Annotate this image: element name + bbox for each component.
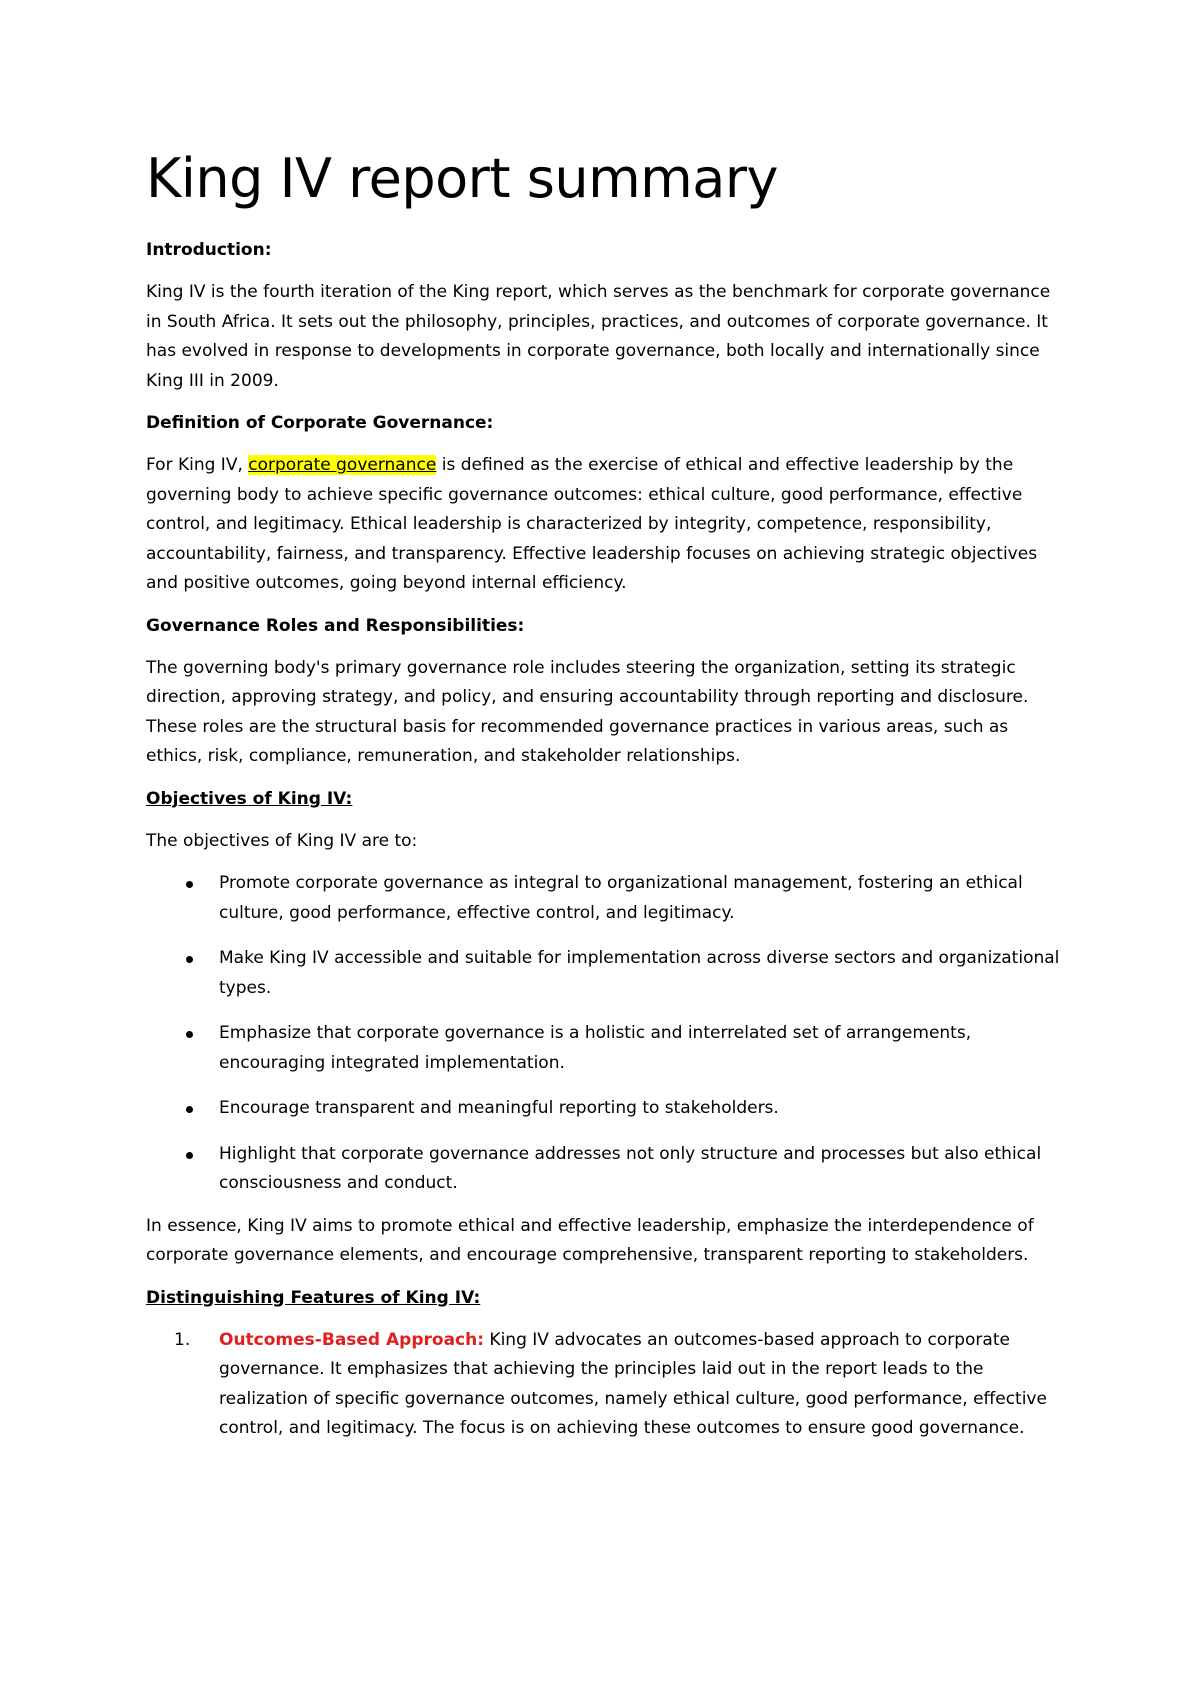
definition-heading: Definition of Corporate Governance: — [146, 413, 494, 433]
objective-text: Emphasize that corporate governance is a holistic and interrelated set of arrangements, encouraging integrated implementation. — [219, 1023, 972, 1073]
objectives-heading: Objectives of King IV: — [146, 788, 353, 809]
bullet-icon — [186, 1152, 193, 1159]
list-number: 1. — [174, 1329, 191, 1350]
page-title: King IV report summary — [146, 147, 779, 210]
list-item — [146, 944, 1066, 1003]
objectives-intro: The objectives of King IV are to: — [146, 830, 418, 851]
list-item — [146, 1019, 1066, 1078]
objective-text: Encourage transparent and meaningful reporting to stakeholders. — [219, 1098, 779, 1118]
document-body — [146, 148, 1066, 1444]
feature-text: King IV advocates an outcomes-based approach to corporate governance. It emphasizes that achieving the principles laid out in the report leads to the realization of specific governance outcomes, namely ethical culture, good performance, effective control, and legitimacy. The focus is on achieving these outcomes to ensure good governance. — [219, 1329, 1047, 1438]
bullet-icon — [186, 881, 193, 888]
feature-lead: Outcomes-Based Approach: — [219, 1329, 485, 1350]
bullet-icon — [186, 956, 193, 963]
objective-text: Highlight that corporate governance addresses not only structure and processes but also ethical consciousness and conduct. — [219, 1143, 1042, 1193]
features-heading: Distinguishing Features of King IV: — [146, 1287, 481, 1308]
list-item — [146, 1326, 1066, 1444]
definition-text-before: For King IV, — [146, 455, 249, 475]
bullet-icon — [186, 1106, 193, 1113]
definition-text-after: is defined as the exercise of ethical and effective leadership by the governing body to achieve specific governance outcomes: ethical culture, good performance, effective control, and legitimacy. Ethical leadership is characterized by integrity, competence, responsibility, accountability, fairness, and transparency. Effective leadership focuses on achieving strategic objectives and positive outcomes, going beyond internal efficiency. — [146, 455, 1038, 593]
list-item — [146, 1140, 1066, 1199]
objective-text: Promote corporate governance as integral to organizational management, fostering an ethical culture, good performance, effective control, and legitimacy. — [219, 873, 1023, 923]
introduction-heading: Introduction: — [146, 240, 272, 260]
objective-text: Make King IV accessible and suitable for implementation across diverse sectors and organizational types. — [219, 948, 1060, 998]
definition-paragraph — [146, 451, 1066, 599]
roles-heading: Governance Roles and Responsibilities: — [146, 615, 525, 636]
list-item — [146, 1094, 1066, 1124]
roles-paragraph: The governing body's primary governance role includes steering the organization, setting its strategic direction, approving strategy, and policy, and ensuring accountability through reporting and disclosure. These roles are the structural basis for recommended governance practices in various areas, such as ethics, risk, compliance, remuneration, and stakeholder relationships. — [146, 657, 1029, 766]
objectives-list — [146, 869, 1066, 1199]
objectives-conclusion: In essence, King IV aims to promote ethical and effective leadership, emphasize the interdependence of corporate governance elements, and encourage comprehensive, transparent reporting to stakeholders. — [146, 1215, 1034, 1265]
highlighted-term: corporate governance — [248, 455, 437, 475]
features-list — [146, 1326, 1066, 1444]
introduction-paragraph: King IV is the fourth iteration of the King report, which serves as the benchmark for corporate governance in South Africa. It sets out the philosophy, principles, practices, and outcomes of corporate governance. It has evolved in response to developments in corporate governance, both locally and internationally since King III in 2009. — [146, 282, 1051, 391]
bullet-icon — [186, 1031, 193, 1038]
list-item — [146, 869, 1066, 928]
